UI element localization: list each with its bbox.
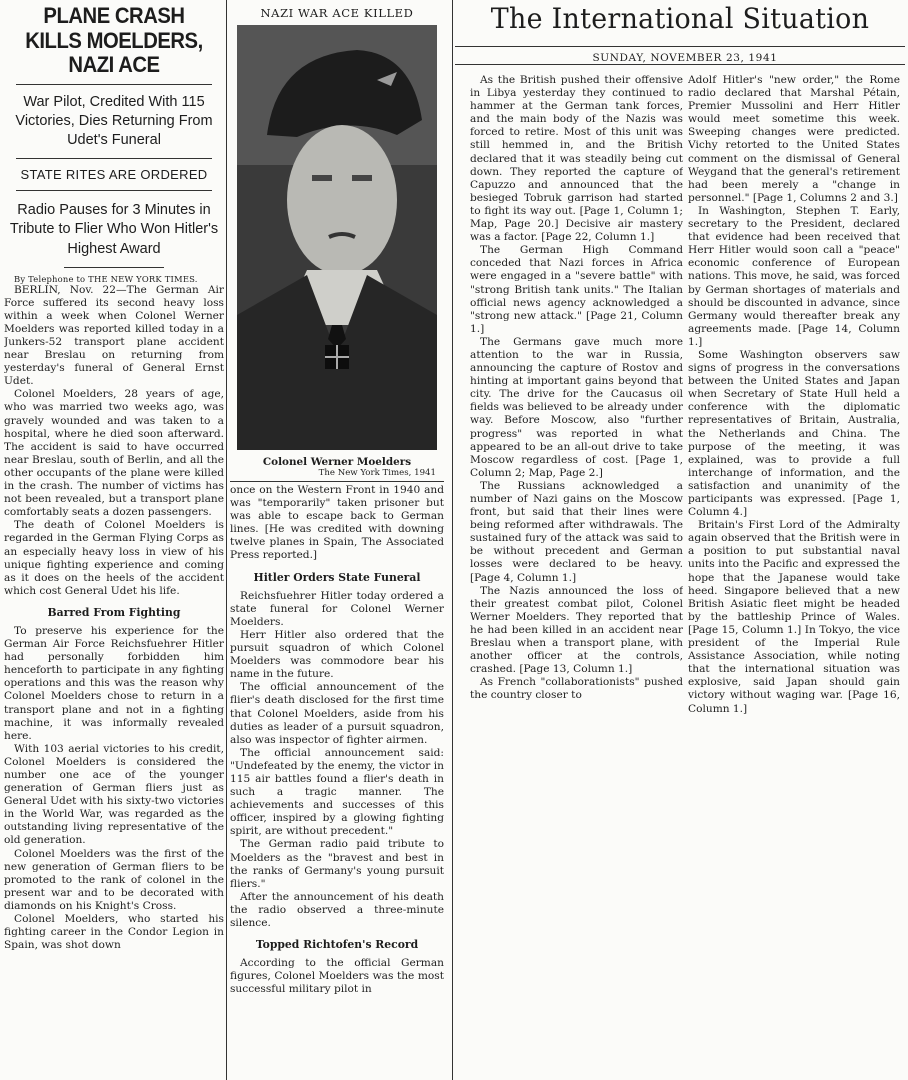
paragraph: Reichsfuehrer Hitler today ordered a state funeral for Colonel Werner Moelders. [230, 589, 444, 628]
subhead-barred: Barred From Fighting [47, 605, 181, 619]
photo-caption: Colonel Werner Moelders [262, 456, 412, 468]
summary-column-left [470, 74, 683, 1080]
paragraph: Some Washington observers saw signs of progress in the conversations between the United States and Japan when Secretary of State Hull held a conference with the diplomatic representatives of Britain, Australia, the Netherlands and China. The purpose of the meeting, it was explained, was to provide a full interchange of information, and the satisfaction and unanimity of the participants was expressed. [Page 1, Column 4.] [688, 348, 900, 519]
divider [64, 267, 164, 268]
photo-credit: The New York Times, 1941 [318, 468, 436, 478]
summary-body [470, 74, 683, 703]
main-headline: PLANE CRASH KILLS MOELDERS, NAZI ACE [25, 3, 203, 78]
masthead-rule [455, 46, 905, 47]
photo-label: NAZI WAR ACE KILLED [260, 6, 414, 20]
paragraph: The Germans gave much more attention to the war in Russia, announcing the capture of Rostov and hinting at important gains beyond that city. The drive for the Caucasus oil fields was believed to be already under way. Before Moscow, also "further progress" was reported in what appeared to be an all-out drive to take Moscow regardless of cost. [Page 1, Column 2; Map, Page 2.] [470, 335, 683, 479]
paragraph: To preserve his experience for the German Air Force Reichsfuehrer Hitler had personally forbidden him henceforth to participate in any fighting operations and this was the reason why Colonel Moelders chose to return in a transport plane and not in a fighting machine, it was informally revealed here. [4, 624, 224, 742]
paragraph: As French "collaborationists" pushed the country closer to [470, 676, 683, 702]
column-rule [452, 0, 453, 1080]
paragraph: once on the Western Front in 1940 and was "temporarily" taken prisoner but was able to escape back to German lines. [He was credited with downing twelve planes in Spain, The Associated Press reported.] [230, 484, 444, 562]
paragraph: After the announcement of his death the radio observed a three-minute silence. [230, 890, 444, 929]
portrait-photo [237, 25, 437, 450]
issue-date: SUNDAY, NOVEMBER 23, 1941 [592, 52, 778, 64]
column-rule [226, 0, 227, 1080]
paragraph: In Washington, Stephen T. Early, secretary to the President, declared that evidence had been received that Herr Hitler would soon call a "peace" economic conference of European nations. This move, he said, was forced by German shortages of materials and should be discounted in advance, since Germany would thereafter break any agreements made. [Page 14, Column 1.] [688, 204, 900, 348]
paragraph: Colonel Moelders, who started his fighting career in the Condor Legion in Spain, was shot down [4, 913, 224, 952]
paragraph: Britain's First Lord of the Admiralty again observed that the British were in a position to put substantial naval units into the Pacific and expressed the hope that the Japanese would take heed. Singapore believed that a new British Asiatic fleet might be headed by the battleship Prince of Wales. [Page 15, Column 1.] In Tokyo, the vice president of the Imperial Rule Assistance Association, while noting that the international situation was explosive, said Japan should gain victory without waging war. [Page 16, Column 1.] [688, 519, 900, 715]
date-rule [455, 64, 905, 65]
paragraph: With 103 aerial victories to his credit, Colonel Moelders is considered the number one ace of the younger generation of German fliers just as General Udet with his sixty-two victories in the World War, was regarded as the outstanding living representative of the old generation. [4, 742, 224, 847]
deck-2: STATE RITES ARE ORDERED [20, 167, 208, 183]
paragraph: The German High Command conceded that Nazi forces in Africa were engaged in a "severe battle" with "strong British tank units." The Italian official news agency acknowledged a "strong new attack." [Page 21, Column 1.] [470, 244, 683, 335]
dateline: By Telephone to THE NEW YORK TIMES. [14, 273, 198, 284]
paragraph: BERLIN, Nov. 22—The German Air Force suffered its second heavy loss within a week when Colonel Werner Moelders was reported killed today in a Junkers-52 transport plane accident near Breslau on returning from yesterday's funeral of General Ernst Udet. [4, 283, 224, 388]
divider [230, 481, 444, 482]
paragraph: Adolf Hitler's "new order," the Rome radio declared that Marshal Pétain, Premier Mussolini and Herr Hitler would meet sometime this week. Sweeping changes were predicted. Vichy retorted to the United States comment on the dismissal of General Weygand that the general's retirement had been merely a "change in personnel." [Page 1, Columns 2 and 3.] [688, 74, 900, 204]
story-body [4, 284, 224, 953]
subhead-funeral: Hitler Orders State Funeral [253, 570, 421, 584]
paragraph: Herr Hitler also ordered that the pursuit squadron of which Colonel Moelders was commodore bear his name in the future. [230, 628, 444, 681]
paragraph: The German radio paid tribute to Moelders as the "bravest and best in the ranks of Germany's young pursuit fliers." [230, 838, 444, 890]
summary-body [688, 74, 900, 716]
deck-3: Radio Pauses for 3 Minutes in Tribute to Flier Who Won Hitler's Highest Award [9, 202, 219, 257]
story-body-continued [230, 484, 444, 996]
paragraph: The death of Colonel Moelders is regarded in the German Flying Corps as an especially heavy loss in view of his unique fighting experience and coming as it does on the heels of the accident which cost General Udet his life. [4, 519, 224, 597]
paragraph: Colonel Moelders was the first of the new generation of German fliers to be promoted to the rank of colonel in the present war and to be decorated with diamonds on his Knight's Cross. [4, 847, 224, 912]
photo-column [230, 0, 444, 1080]
deck-1: War Pilot, Credited With 115 Victories, Dies Returning From Udet's Funeral [15, 93, 213, 149]
paragraph: The official announcement said: "Undefeated by the enemy, the victor in 115 air battles found a flier's death in such a tragic manner. The achievements and successes of this officer, inspired by a glowing fighting spirit, are without precedent." [230, 746, 444, 838]
subhead-richtofen: Topped Richtofen's Record [255, 938, 419, 952]
summary-column-right [688, 74, 900, 1080]
paragraph: The official announcement of the flier's death disclosed for the first time that Colonel Moelders, aside from his duties as leader of a pursuit squadron, also was inspector of fighter airmen. [230, 681, 444, 746]
main-story-column [4, 0, 224, 1080]
paragraph: According to the official German figures, Colonel Moelders was the most successful military pilot in [230, 957, 444, 996]
section-masthead: The International Situation [490, 2, 870, 35]
paragraph: The Russians acknowledged a number of Nazi gains on the Moscow front, but said that their lines were being reformed after withdrawals. The sustained fury of the attack was said to be without precedent and German losses were declared to be heavy. [Page 4, Column 1.] [470, 479, 683, 584]
portrait-illustration [237, 25, 437, 450]
paragraph: Colonel Moelders, 28 years of age, who was married two weeks ago, was gravely wounded and was taken to a hospital, where he died soon afterward. The accident is said to have occurred near Breslau, south of Berlin, and all the other occupants of the plane were killed in the crash. The number of victims has not been revealed, but a transport plane comfortably seats a dozen passengers. [4, 388, 224, 519]
paragraph: The Nazis announced the loss of their greatest combat pilot, Colonel Werner Moelders. They reported that he had been killed in an accident near Breslau when a transport plane, with another officer at the controls, crashed. [Page 13, Column 1.] [470, 584, 683, 676]
paragraph: As the British pushed their offensive in Libya yesterday they continued to hammer at the German tank forces, and the main body of the Nazis was forced to retire. Most of this unit was still hemmed in, and the British declared that it was steadily being cut down. They reported the capture of Capuzzo and announced that the besieged Tobruk garrison had started to fight its way out. [Page 1, Column 1; Map, Page 20.] Decisive air mastery was a factor. [Page 22, Column 1.] [470, 74, 683, 244]
